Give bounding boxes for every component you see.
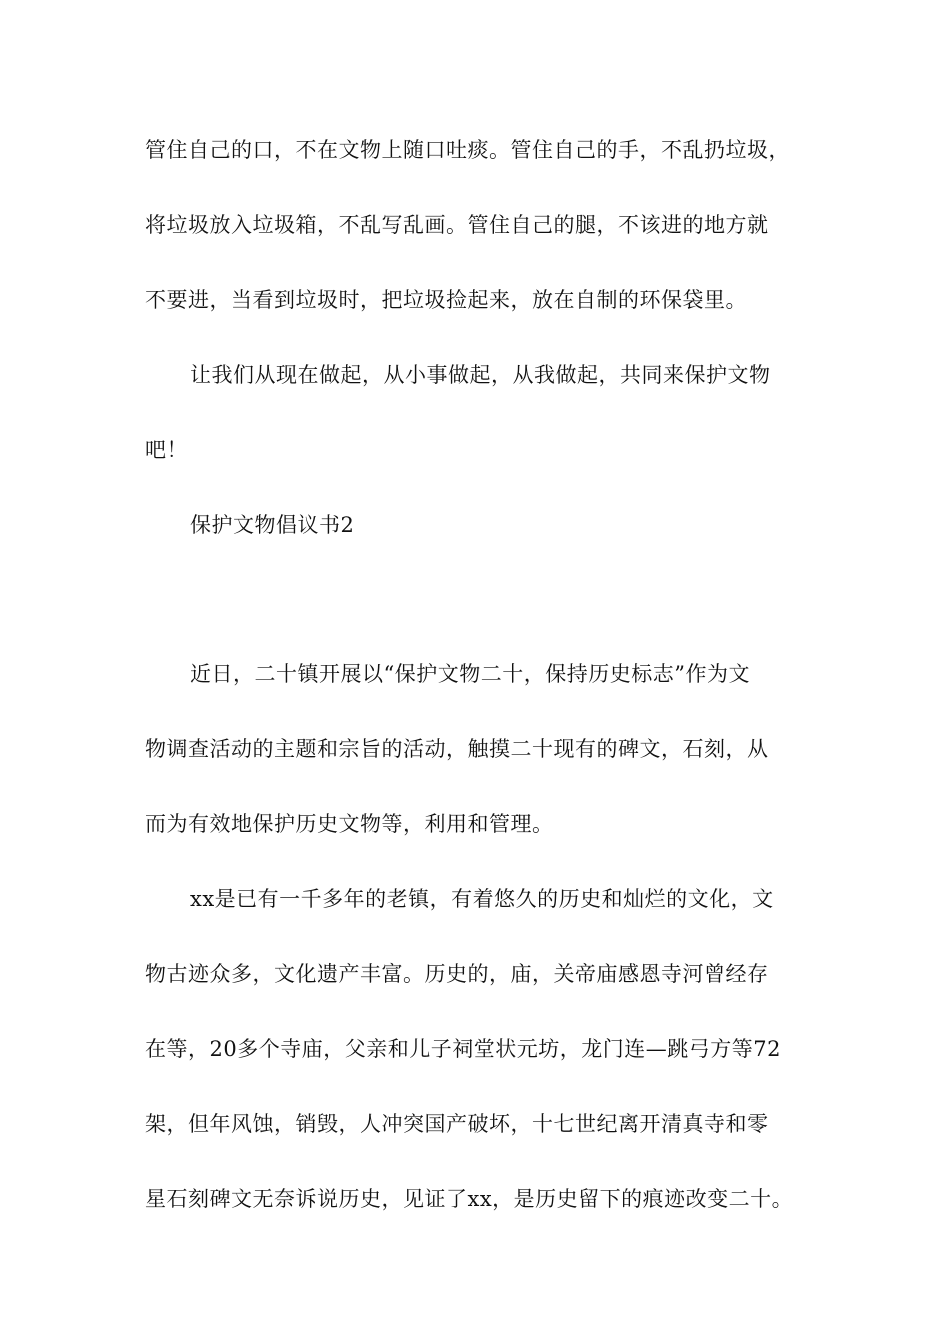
- paragraph-1-line-1: 管住自己的口，不在文物上随口吐痰。管住自己的手，不乱扔垃圾，: [145, 138, 790, 162]
- paragraph-4-line-1: xx是已有一千多年的老镇，有着悠久的历史和灿烂的文化，文: [190, 887, 774, 911]
- paragraph-2-line-1: 让我们从现在做起，从小事做起，从我做起，共同来保护文物: [190, 363, 771, 387]
- paragraph-3-line-3: 而为有效地保护历史文物等，利用和管理。: [145, 812, 554, 836]
- paragraph-4-line-4: 架，但年风蚀，销毁，人冲突国产破坏，十七世纪离开清真寺和零: [145, 1112, 769, 1136]
- paragraph-4-line-3: 在等，20多个寺庙，父亲和儿子祠堂状元坊，龙门连—跳弓方等72: [145, 1037, 781, 1061]
- paragraph-3-line-2: 物调查活动的主题和宗旨的活动，触摸二十现有的碑文，石刻，从: [145, 737, 769, 761]
- paragraph-4-line-2: 物古迹众多，文化遗产丰富。历史的，庙，关帝庙感恩寺河曾经存: [145, 962, 769, 986]
- paragraph-1-line-2: 将垃圾放入垃圾箱，不乱写乱画。管住自己的腿，不该进的地方就: [145, 213, 769, 237]
- paragraph-4-line-5: 星石刻碑文无奈诉说历史，见证了xx，是历史留下的痕迹改变二十。: [145, 1187, 794, 1211]
- paragraph-1-line-3: 不要进，当看到垃圾时，把垃圾捡起来，放在自制的环保袋里。: [145, 288, 747, 312]
- section-heading: 保护文物倡议书2: [190, 513, 355, 537]
- paragraph-3-line-1: 近日，二十镇开展以“保护文物二十，保持历史标志”作为文: [190, 662, 750, 686]
- paragraph-2-line-2: 吧！: [145, 438, 188, 462]
